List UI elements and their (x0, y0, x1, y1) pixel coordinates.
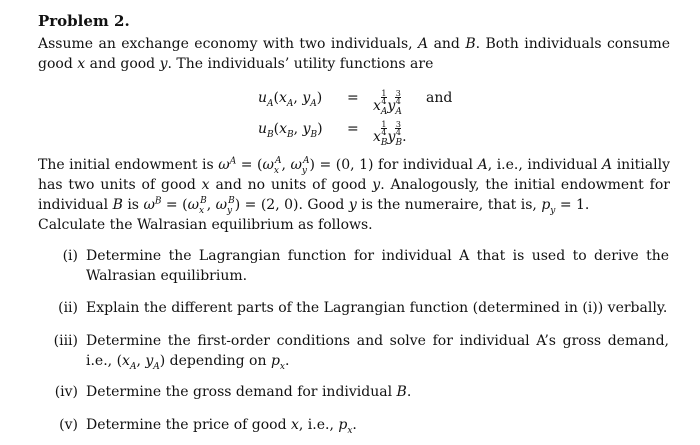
instruction-line: Calculate the Walrasian equilibrium as follows. (38, 217, 373, 233)
item-text: Determine the first-order conditions and solve for individual A’s gross demand, i.e., ($x_A$, $y_A$) depending on $p_x$. (86, 333, 669, 372)
list-item (46, 331, 671, 371)
item-number: (iii) (53, 333, 78, 349)
list-item (46, 382, 671, 402)
list-item (46, 415, 671, 435)
problem-title: Problem 2. (38, 12, 130, 30)
utility-b-rhs: x $\frac{1}{4}$ $_B$y $\frac{3}{4}$ $_B$. (373, 120, 407, 148)
utility-a-equals: = (347, 90, 359, 106)
item-number: (ii) (58, 300, 78, 316)
item-text: Determine the price of good x, i.e., $p_x$. (86, 417, 357, 436)
utility-a-lhs: $u_A(x_A$, $y_A$) (258, 90, 323, 109)
utility-b-equals: = (347, 121, 359, 137)
intro-paragraph: Assume an exchange economy with two individuals, A and B. Both individuals consume good x and good y. The individuals’ utility functions are (38, 36, 671, 72)
endowment-paragraph: The initial endowment is $\omega^A = (\omega_x^A$, $\omega_y^A) = (0$, 1) for individual A, i.e., individual A initially has two units of good x and no units of good y. Analogously, the initial endowment for individual B is $\omega^B = (\omega_x^B$, $\omega_y^B) = (2$, 0). Good y is the numeraire, that is, $p_y = 1$. Calculate the Walrasian equilibrium as follows. (38, 156, 670, 233)
item-text: Determine the gross demand for individual B. (86, 384, 412, 400)
utility-a-rhs: x $\frac{1}{4}$ $_A$y $\frac{3}{4}$ $_A$ (373, 89, 402, 117)
and-word: and (426, 90, 453, 106)
item-text: Explain the different parts of the Lagrangian function (determined in (i)) verbally. (86, 300, 668, 316)
list-item (46, 246, 671, 286)
item-text: Determine the Lagrangian function for individual A that is used to derive the Walrasian equilibrium. (86, 248, 669, 284)
item-number: (v) (59, 417, 78, 433)
list-item (46, 298, 671, 318)
utility-b-lhs: $u_B(x_B$, $y_B$) (258, 121, 323, 140)
item-number: (iv) (54, 384, 78, 400)
item-number: (i) (62, 248, 78, 264)
